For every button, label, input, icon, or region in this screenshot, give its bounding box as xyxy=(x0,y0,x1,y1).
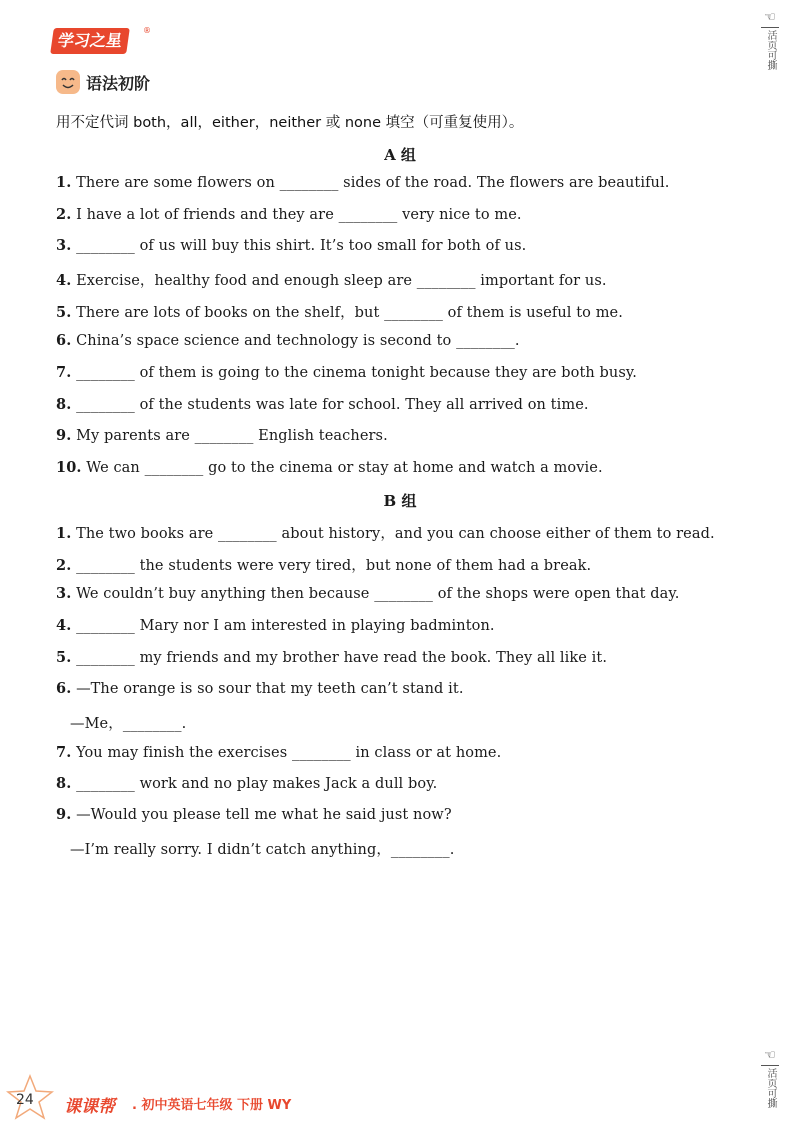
question-text: ________ my friends and my brother have read the book. They all like it. xyxy=(76,650,608,666)
question-text: ________ the students were very tired，but none of them had a break. xyxy=(76,558,592,574)
question-text: The two books are ________ about history，and you can choose either of them to read. xyxy=(76,526,715,542)
footer-brand: 课课帮 xyxy=(64,1097,115,1117)
registered-mark: ® xyxy=(143,26,151,35)
question-b7 xyxy=(56,744,501,761)
page-number: 24 xyxy=(16,1092,34,1108)
question-a2 xyxy=(56,206,522,223)
question-number: 1. xyxy=(56,174,72,191)
question-a7 xyxy=(56,364,637,381)
smiley-icon xyxy=(56,70,80,94)
question-text: Exercise，healthy food and enough sleep are ________ important for us. xyxy=(76,273,607,289)
question-number: 7. xyxy=(56,744,72,761)
question-number: 10. xyxy=(56,459,82,476)
question-b6 xyxy=(56,680,464,697)
question-number: 9. xyxy=(56,427,72,444)
side-tab-label: 活页可撕 xyxy=(765,1068,776,1108)
question-text: ________ Mary nor I am interested in playing badminton. xyxy=(76,618,495,634)
question-number: 5. xyxy=(56,649,72,666)
question-text: China’s space science and technology is second to ________. xyxy=(76,333,520,349)
question-a9 xyxy=(56,427,388,444)
question-text: There are lots of books on the shelf，but ________ of them is useful to me. xyxy=(76,305,623,321)
question-b2 xyxy=(56,554,591,575)
question-text: ________ work and no play makes Jack a dull boy. xyxy=(76,776,438,792)
question-a10 xyxy=(56,459,603,476)
question-b9-reply: —I’m really sorry. I didn’t catch anything，________. xyxy=(70,842,455,858)
footer-book-title: . 初中英语七年级 下册 WY xyxy=(132,1098,292,1113)
arrow-icon xyxy=(761,1065,779,1066)
question-text: We couldn’t buy anything then because ________ of the shops were open that day. xyxy=(76,586,680,602)
group-b-title: B 组 xyxy=(383,492,417,510)
side-tab-label: 活页可撕 xyxy=(765,30,776,70)
question-number: 1. xyxy=(56,525,72,542)
question-number: 4. xyxy=(56,272,72,289)
question-a6 xyxy=(56,332,520,349)
question-b9 xyxy=(56,806,452,823)
question-text: —The orange is so sour that my teeth can’t stand it. xyxy=(76,681,464,697)
hand-icon: ☜ xyxy=(764,1048,776,1063)
question-text: ________ of us will buy this shirt. It’s too small for both of us. xyxy=(76,238,527,254)
question-number: 8. xyxy=(56,396,72,413)
question-text: My parents are ________ English teachers. xyxy=(76,428,388,444)
question-text: ________ of them is going to the cinema tonight because they are both busy. xyxy=(76,365,637,381)
section-title: 语法初阶 xyxy=(86,73,151,93)
question-a1 xyxy=(56,174,669,191)
question-number: 6. xyxy=(56,680,72,697)
question-number: 3. xyxy=(56,585,72,602)
question-number: 8. xyxy=(56,775,72,792)
question-text: —Would you please tell me what he said just now? xyxy=(76,807,452,823)
question-number: 7. xyxy=(56,364,72,381)
question-text: We can ________ go to the cinema or stay at home and watch a movie. xyxy=(86,460,603,476)
side-tab-top xyxy=(758,12,782,74)
question-number: 3. xyxy=(56,237,72,254)
question-b4 xyxy=(56,617,495,634)
question-number: 4. xyxy=(56,617,72,634)
question-b1 xyxy=(56,522,715,543)
brand-logo: 学习之星 xyxy=(50,28,130,54)
question-a3 xyxy=(56,237,526,254)
group-a-title: A 组 xyxy=(384,146,416,164)
question-number: 6. xyxy=(56,332,72,349)
instruction-text: 用不定代词 both，all，either，neither 或 none 填空（可重复使用）。 xyxy=(56,115,524,131)
question-b3 xyxy=(56,585,680,602)
question-a8 xyxy=(56,396,589,413)
question-number: 5. xyxy=(56,304,72,321)
arrow-icon xyxy=(761,27,779,28)
question-b6-reply: —Me，________. xyxy=(70,716,187,732)
question-b8 xyxy=(56,775,437,792)
question-number: 2. xyxy=(56,206,72,223)
side-tab-bottom xyxy=(758,1050,782,1112)
hand-icon: ☜ xyxy=(764,10,776,25)
question-text: There are some flowers on ________ sides of the road. The flowers are beautiful. xyxy=(76,175,670,191)
question-text: I have a lot of friends and they are ________ very nice to me. xyxy=(76,207,522,223)
question-b5 xyxy=(56,649,607,666)
question-a4 xyxy=(56,269,607,290)
question-number: 9. xyxy=(56,806,72,823)
question-a5 xyxy=(56,301,623,322)
question-text: You may finish the exercises ________ in class or at home. xyxy=(76,745,502,761)
question-number: 2. xyxy=(56,557,72,574)
question-text: ________ of the students was late for school. They all arrived on time. xyxy=(76,397,589,413)
section-header xyxy=(56,70,150,94)
